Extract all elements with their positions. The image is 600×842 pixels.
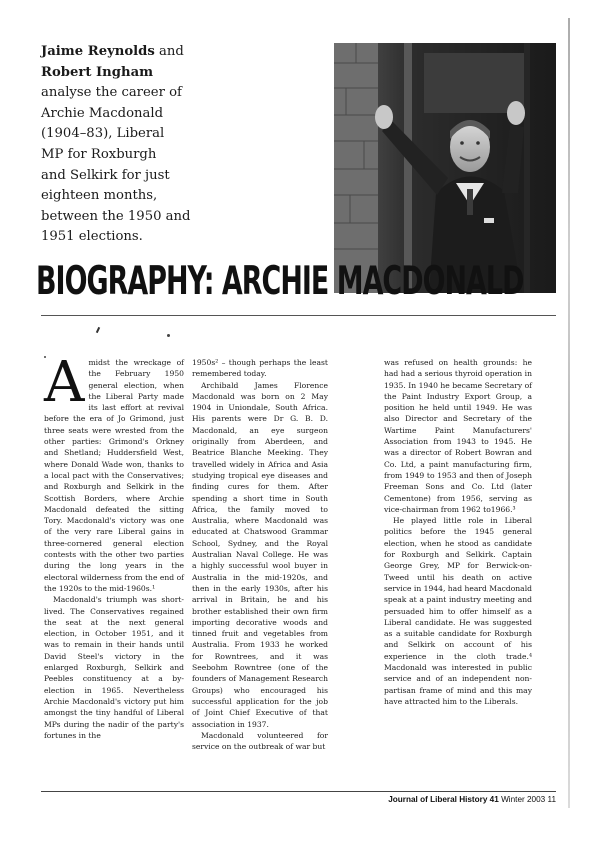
paragraph: midst the wreckage of the February 1950 general election, when the Liberal Party made its last effort at revival before the era of Jo Grimond, just three seats were wrested from the other parties: Grimond's Orkney and Shetland; Huddersfield West, where Donald Wade won, thanks to a local pact with the Conservatives; and Roxburgh and Selkirk in the Scottish Borders, where Archie Macdonald defeated the sitting Tory. Macdonald's victory was one of the very rare Liberal gains in three-cornered general election contests with the other two parties during the long years in the electoral wilderness from the end of the 1920s to the mid-1960s.¹ <box>44 358 184 593</box>
journal-name: Journal of Liberal History 41 <box>388 795 499 804</box>
intro-line: (1904–83), Liberal <box>41 126 165 142</box>
intro-line: eighteen months, <box>41 188 158 204</box>
intro-line: Archie Macdonald <box>41 105 164 121</box>
author-name-2: Robert Ingham <box>41 64 154 80</box>
text-column-1 <box>44 350 184 741</box>
scan-edge-artifact <box>568 18 570 808</box>
page-footer <box>340 795 556 804</box>
divider-top <box>41 315 556 316</box>
scan-mark <box>96 327 100 333</box>
article-intro <box>41 42 341 248</box>
intro-line: 1951 elections. <box>41 229 143 245</box>
paragraph: Macdonald's triumph was short-lived. The Conservatives regained the seat at the next general election, in October 1951, and it was to remain in their hands until David Steel's victory in the enlarged Roxburgh, Selkirk and Peebles constituency at a by-election in 1965. Nevertheless Archie Macdonald's victory put him amongst the tiny handful of Liberal MPs during the nadir of the party's fortunes in the <box>44 595 184 740</box>
text-column-3 <box>384 357 532 707</box>
intro-line: analyse the career of <box>41 85 182 101</box>
intro-line: MP for Roxburgh <box>41 146 157 162</box>
issue-date: Winter 2003 <box>501 795 546 804</box>
headline-part-1: BIOGRAPHY: ARCHIE <box>36 259 329 304</box>
author-conjunction: and <box>158 44 184 59</box>
article-headline <box>36 260 523 304</box>
paragraph: was refused on health grounds: he had had a serious thyroid operation in 1935. In 1940 he became Secretary of the Paint Industry Export Group, a position he held until 1949. He was also Director and Secretary of the Wartime Paint Manufacturers' Association from 1943 to 1945. He was a director of Robert Bowran and Co. Ltd, a paint manufacturing firm, from 1949 to 1953 and then of Joseph Freeman Sons and Co. Ltd (later Cementone) from 1956, serving as vice-chairman from 1962 to1966.³ <box>384 358 532 514</box>
paragraph: Archibald James Florence Macdonald was born on 2 May 1904 in Uniondale, South Africa. His parents were Dr G. B. D. Macdonald, an eye surgeon originally from Aberdeen, and Beatrice Blanche Meeking. They travelled widely in Africa and Asia studying tropical eye diseases and finding cures for them. After spending a short time in South Africa, the family moved to Australia, where Macdonald was educated at Chatswood Grammar School, Sydney, and the Royal Australian Naval College. He was a highly successful wool buyer in Australia in the mid-1920s, and then in the early 1930s, after his arrival in Britain, he and his brother established their own firm importing decorative woods and tinned fruit and vegetables from Australia. From 1933 he worked for Rowntrees, and it was Seebohm Rowntree (one of the founders of Management Research Groups) who encouraged his successful application for the job of Joint Chief Executive of that association in 1937. <box>192 380 328 729</box>
divider-bottom <box>41 791 556 792</box>
scan-mark <box>167 334 170 337</box>
paragraph: He played little role in Liberal politics before the 1945 general election, when he stood as candidate for Roxburgh and Selkirk. Captain George Grey, MP for Berwick-on-Tweed until his death on active service in 1944, had heard Macdonald speak at a paint industry meeting and persuaded him to offer himself as a Liberal candidate. He was suggested as a suitable candidate for Roxburgh and Selkirk on account of his experience in the cloth trade.⁴ Macdonald was interested in public service and of an independent non-partisan frame of mind and this may have attracted him to the Liberals. <box>384 516 532 706</box>
paragraph: Macdonald volunteered for service on the outbreak of war but <box>192 730 328 752</box>
text-column-2 <box>192 357 328 752</box>
portrait-photo <box>334 43 556 293</box>
page-number: 11 <box>547 795 556 804</box>
drop-cap: A <box>44 350 85 415</box>
headline-part-2: MACDONALD <box>336 259 524 304</box>
intro-line: between the 1950 and <box>41 208 191 224</box>
author-name-1: Jaime Reynolds <box>41 44 155 59</box>
portrait-photo-icon <box>334 43 556 293</box>
paragraph: 1950s² – though perhaps the least remembered today. <box>192 358 328 379</box>
intro-line: and Selkirk for just <box>41 167 170 183</box>
